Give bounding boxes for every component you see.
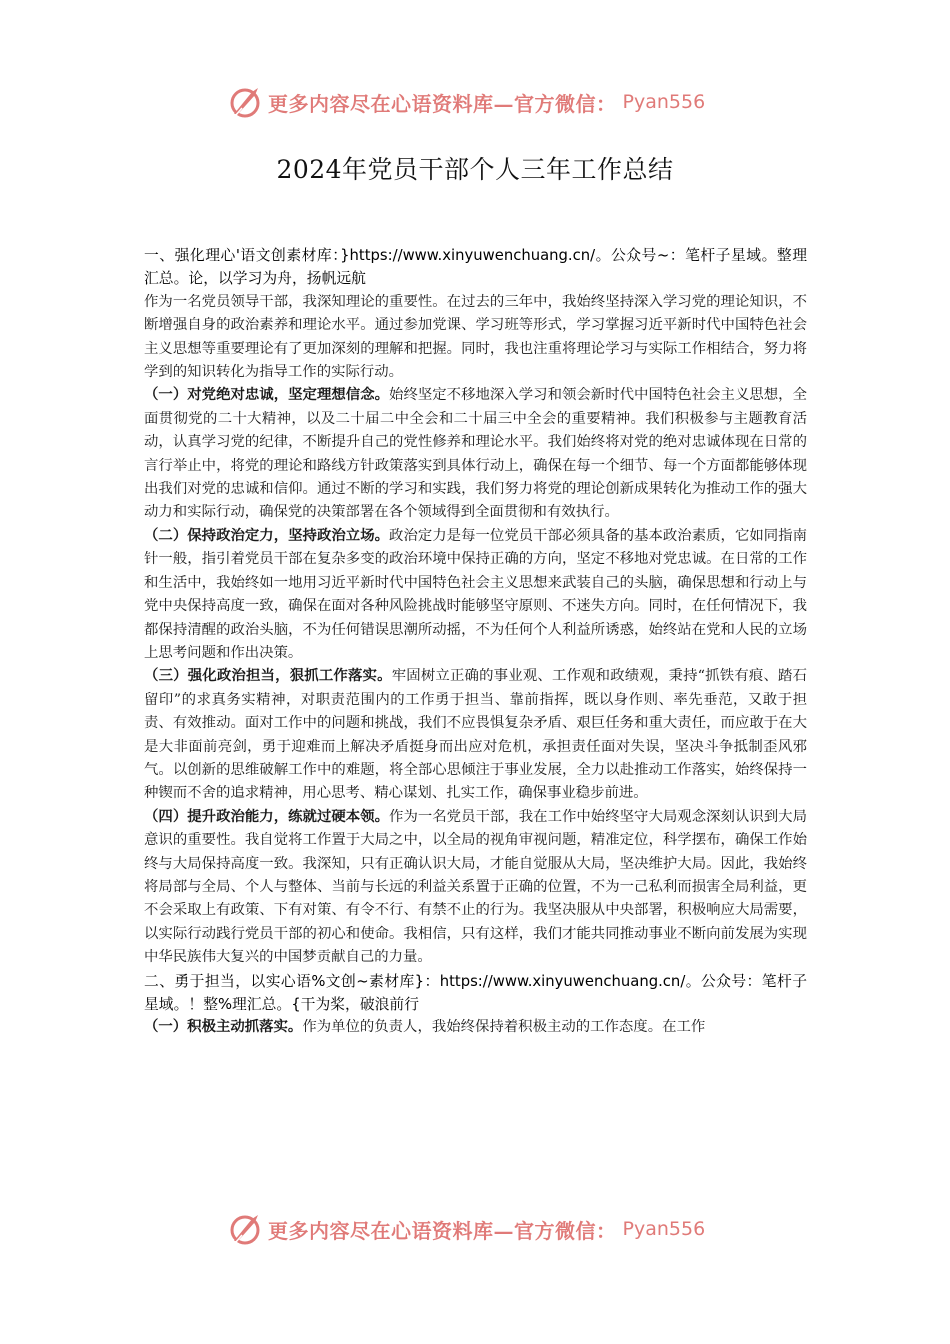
paragraph-4 bbox=[144, 806, 807, 970]
section-1-intro: 作为一名党员领导干部，我深知理论的重要性。在过去的三年中，我始终坚持深入学习党的理论知识，不断增强自身的政治素养和理论水平。通过参加党课、学习班等形式，学习掌握习近平新时代中国特色社会主义思想等重要理论有了更加深刻的理解和把握。同时，我也注重将理论学习与实际工作相结合，努力将学到的知识转化为指导工作的实际行动。 bbox=[144, 293, 807, 381]
paragraph-4-lead: （四）提升政治能力，练就过硬本领。 bbox=[144, 808, 390, 825]
paragraph-3-body: 牢固树立正确的事业观、工作观和政绩观，秉持“抓铁有痕、踏石留印”的求真务实精神，对职责范围内的工作勇于担当、靠前指挥，既以身作则、率先垂范，又敢于担责、有效推动。面对工作中的问题和挑战，我们不应畏惧复杂矛盾、艰巨任务和重大责任，而应敢于在大是大非面前亮剑，勇于迎难而上解决矛盾挺身而出应对危机，承担责任面对失误，坚决斗争抵制歪风邪气。以创新的思维破解工作中的难题，将全部心思倾注于事业发展，全力以赴推动工作落实，始终保持一种锲而不舍的追求精神，用心思考、精心谋划、扎实工作，确保事业稳步前进。 bbox=[144, 668, 807, 802]
paragraph-1-body: 始终坚定不移地深入学习和领会新时代中国特色社会主义思想，全面贯彻党的二十大精神，以及二十届二中全会和二十届三中全会的重要精神。我们积极参与主题教育活动，认真学习党的纪律，不断提升自己的党性修养和理论水平。我们始终将对党的绝对忠诚体现在日常的言行举止中，将党的理论和路线方针政策落实到具体行动上，确保在每一个细节、每一个方面都能够体现出我们对党的忠诚和信仰。通过不断的学习和实践，我们努力将党的理论创新成果转化为推动工作的强大动力和实际行动，确保党的决策部署在各个领域得到全面贯彻和有效执行。 bbox=[144, 387, 807, 521]
banner-contact: Pyan556 bbox=[622, 1218, 706, 1240]
document-body bbox=[144, 244, 807, 1040]
banner-contact: Pyan556 bbox=[622, 91, 706, 113]
footer-watermark-banner bbox=[228, 1209, 748, 1249]
banner-text: 更多内容尽在心语资料库—官方微信： bbox=[268, 91, 617, 116]
paragraph-2 bbox=[144, 525, 807, 665]
section-heading-2: 二、勇于担当，以实心语%文创~素材库}：https://www.xinyuwenchuang.cn/。公众号：笔杆子星域。！整%理汇总。{干为桨，破浪前行 bbox=[144, 972, 807, 1013]
quill-logo-icon bbox=[228, 1211, 264, 1247]
paragraph-4-body: 作为一名党员干部，我在工作中始终坚守大局观念深刻认识到大局意识的重要性。我自觉将工作置于大局之中，以全局的视角审视问题，精准定位，科学摆布，确保工作始终与大局保持高度一致。我深知，只有正确认识大局，才能自觉服从大局，坚决维护大局。因此，我始终将局部与全局、个人与整体、当前与长远的利益关系置于正确的位置，不为一己私利而损害全局利益，更不会采取上有政策、下有对策、有令不行、有禁不止的行为。我坚决服从中央部署，积极响应大局需要，以实际行动践行党员干部的初心和使命。我相信，只有这样，我们才能共同推动事业不断向前发展为实现中华民族伟大复兴的中国梦贡献自己的力量。 bbox=[144, 808, 807, 966]
paragraph-3-lead: （三）强化政治担当，狠抓工作落实。 bbox=[144, 668, 392, 685]
paragraph-3 bbox=[144, 665, 807, 805]
paragraph-2-body: 政治定力是每一位党员干部必须具备的基本政治素质，它如同指南针一般，指引着党员干部在复杂多变的政治环境中保持正确的方向，坚定不移地对党忠诚。在日常的工作和生活中，我始终如一地用习近平新时代中国特色社会主义思想来武装自己的头脑，确保思想和行动上与党中央保持高度一致，确保在面对各种风险挑战时能够坚守原则、不迷失方向。同时，在任何情况下，我都保持清醒的政治头脑，不为任何错误思潮所动摇，不为任何个人利益所诱惑，始终站在党和人民的立场上思考问题和作出决策。 bbox=[144, 527, 807, 661]
paragraph-1 bbox=[144, 384, 807, 524]
paragraph-5-body: 作为单位的负责人，我始终保持着积极主动的工作态度。在工作 bbox=[302, 1019, 706, 1036]
banner-text: 更多内容尽在心语资料库—官方微信： bbox=[268, 1218, 617, 1243]
header-watermark-banner bbox=[228, 82, 748, 122]
section-heading-1: 一、强化理心'语文创素材库：}https://www.xinyuwenchuang.cn/。公众号~：笔杆子星域。整理汇总。论，以学习为舟，扬帆远航 bbox=[144, 247, 807, 288]
paragraph-5-lead: （一）积极主动抓落实。 bbox=[144, 1019, 303, 1036]
paragraph-2-lead: （二）保持政治定力，坚持政治立场。 bbox=[144, 527, 390, 544]
page-title: 2024年党员干部个人三年工作总结 bbox=[276, 155, 674, 184]
quill-logo-icon bbox=[228, 84, 264, 120]
paragraph-5 bbox=[144, 1016, 807, 1039]
paragraph-1-lead: （一）对党绝对忠诚，坚定理想信念。 bbox=[144, 387, 390, 404]
